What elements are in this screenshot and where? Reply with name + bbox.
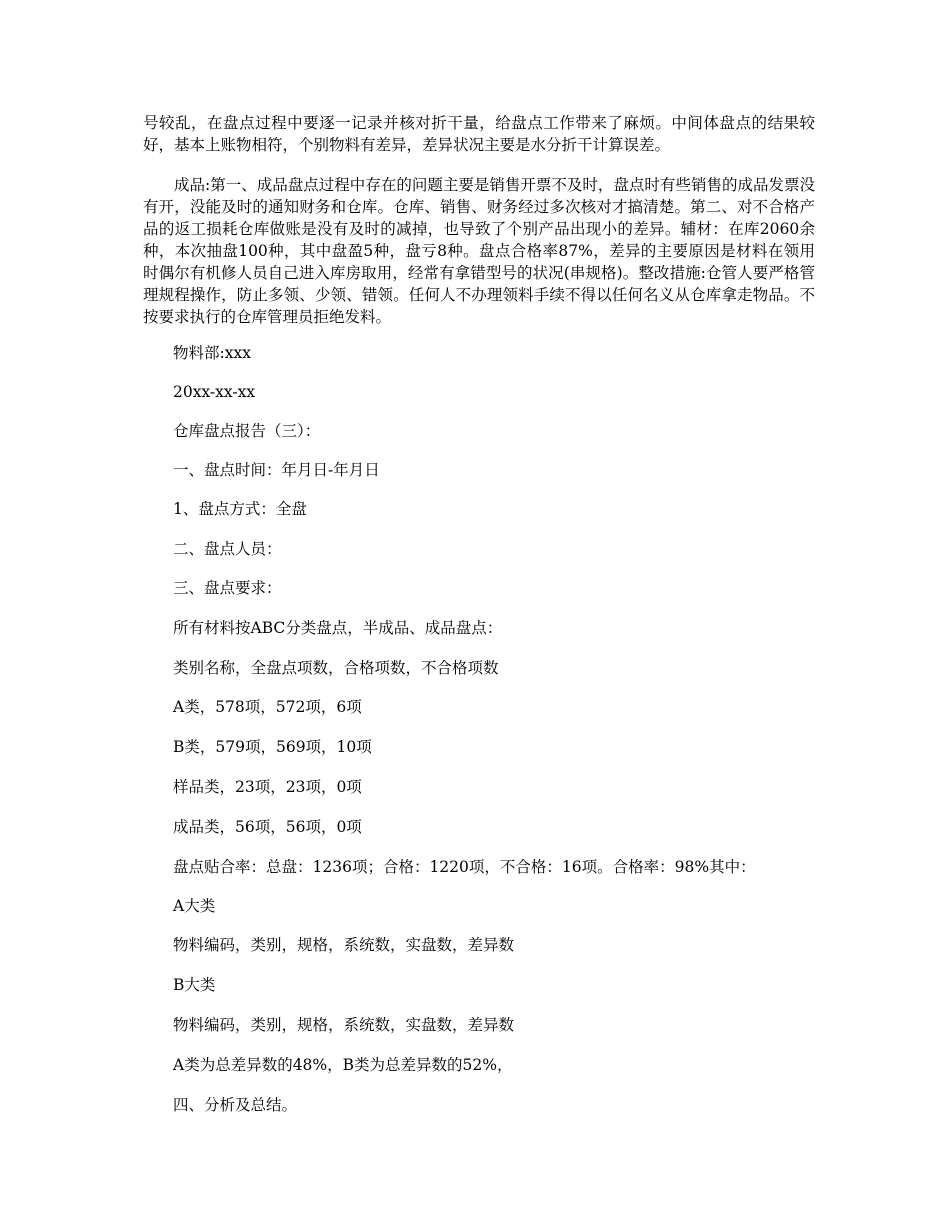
paragraph-finished-goods: 成品:第一、成品盘点过程中存在的问题主要是销售开票不及时，盘点时有些销售的成品发票没有开，没能及时的通知财务和仓库。仓库、销售、财务经过多次核对才搞清楚。第二、对不合格产品的返工损耗仓库做账是没有及时的减掉，也导致了个别产品出现小的差异。辅材：在库2060余种，本次抽盘100种，其中盘盈5种，盘亏8种。盘点合格率87%，差异的主要原因是材料在领用时偶尔有机修人员自己进入库房取用，经常有拿错型号的状况(串规格)。整改措施:仓管人要严格管理规程操作，防止多领、少领、错领。任何人不办理领料手续不得以任何名义从仓库拿走物品。不按要求执行的仓库管理员拒绝发料。	[143, 176, 815, 326]
accuracy-summary-line: 盘点贴合率：总盘：1236项；合格：1220项，不合格：16项。合格率：98%其中：	[173, 858, 756, 876]
category-sample-line: 样品类，23项，23项，0项	[173, 778, 362, 796]
signature-date: 20xx-xx-xx	[173, 383, 256, 401]
inventory-method: 1、盘点方式：全盘	[173, 500, 307, 518]
major-category-a: A大类	[173, 897, 216, 915]
paragraph-intermediate-results: 号较乱，在盘点过程中要逐一记录并核对折干量，给盘点工作带来了麻烦。中间体盘点的结果较好，基本上账物相符，个别物料有差异，差异状况主要是水分折干计算误差。	[143, 114, 815, 154]
category-a-line: A类，578项，572项，6项	[173, 698, 362, 716]
section-inventory-time: 一、盘点时间：年月日-年月日	[173, 461, 380, 479]
category-b-line: B类，579项，569项，10项	[173, 738, 372, 756]
requirement-text: 所有材料按ABC分类盘点，半成品、成品盘点：	[173, 619, 503, 637]
difference-share-line: A类为总差异数的48%，B类为总差异数的52%，	[173, 1056, 513, 1074]
major-category-b: B大类	[173, 976, 216, 994]
section-inventory-staff: 二、盘点人员：	[173, 540, 282, 558]
signature-department: 物料部:xxx	[173, 344, 251, 362]
category-finished-line: 成品类，56项，56项，0项	[173, 818, 362, 836]
section-analysis-summary: 四、分析及总结。	[173, 1096, 298, 1114]
category-a-columns: 物料编码，类别，规格，系统数，实盘数，差异数	[173, 936, 515, 954]
category-b-columns: 物料编码，类别，规格，系统数，实盘数，差异数	[173, 1016, 515, 1034]
table-header-line: 类别名称，全盘点项数，合格项数，不合格项数	[173, 659, 499, 677]
report-heading: 仓库盘点报告（三）：	[173, 422, 321, 440]
section-inventory-requirements: 三、盘点要求：	[173, 579, 282, 597]
